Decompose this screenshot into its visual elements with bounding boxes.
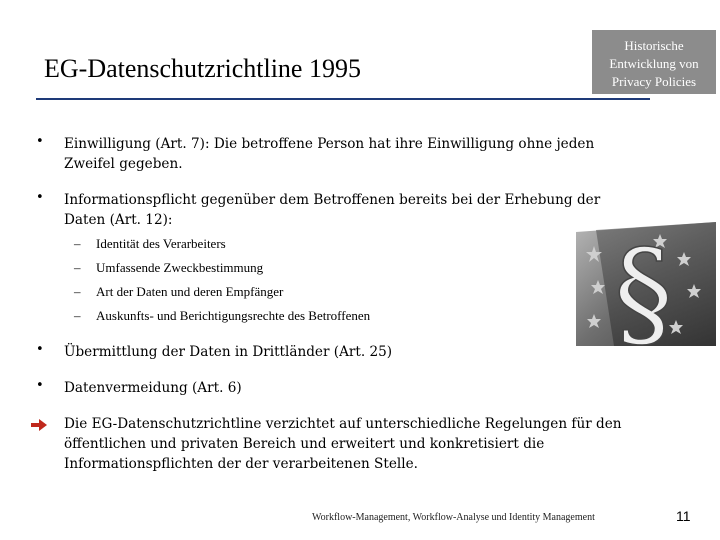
paragraph-flag-image [576,222,716,346]
sub-item: Umfassende Zweckbestimmung [96,260,264,275]
bullet-line: Daten (Art. 12): [64,212,173,228]
bullet-line: Zweifel gegeben. [64,156,183,172]
bullet-marker: • [36,378,44,393]
bullet-marker: • [36,190,44,205]
dash-marker: – [74,260,81,275]
bullet-marker: • [36,342,44,357]
conclusion-line: öffentlichen und privaten Bereich und erweitert und konkretisiert die [64,436,545,452]
page-number: 11 [676,508,691,524]
bullet-item [64,134,624,174]
dash-marker: – [74,284,81,299]
bullet-item: Datenvermeidung (Art. 6) [64,380,242,396]
footer-text: Workflow-Management, Workflow-Analyse und Identity Management [312,512,595,523]
sub-item: Auskunfts- und Berichtigungsrechte des Betroffenen [96,308,371,323]
section-label-box [592,30,716,94]
paragraph-glyph: § [614,224,673,346]
conclusion-text [64,414,624,474]
bullet-item [64,190,624,230]
bullet-line: Informationspflicht gegenüber dem Betroffenen bereits bei der Erhebung der [64,192,601,208]
arrow-right-icon [30,419,48,431]
section-label-line2: Entwicklung von [609,55,699,71]
bullet-item: Übermittlung der Daten in Drittländer (Art. 25) [64,344,393,360]
dash-marker: – [74,308,81,323]
dash-marker: – [74,236,81,251]
sub-item: Art der Daten und deren Empfänger [96,284,284,299]
conclusion-line: Die EG-Datenschutzrichtline verzichtet auf unterschiedliche Regelungen für den [64,416,622,432]
title-underline [36,98,650,100]
bullet-line: Einwilligung (Art. 7): Die betroffene Person hat ihre Einwilligung ohne jeden [64,136,595,152]
slide-title: EG-Datenschutzrichtline 1995 [44,54,361,83]
bullet-marker: • [36,134,44,149]
section-label-line3: Privacy Policies [611,73,697,89]
section-label-line1: Historische [624,37,684,53]
sub-item: Identität des Verarbeiters [96,236,226,251]
conclusion-line: Informationspflichten der der verarbeitenen Stelle. [64,456,418,472]
